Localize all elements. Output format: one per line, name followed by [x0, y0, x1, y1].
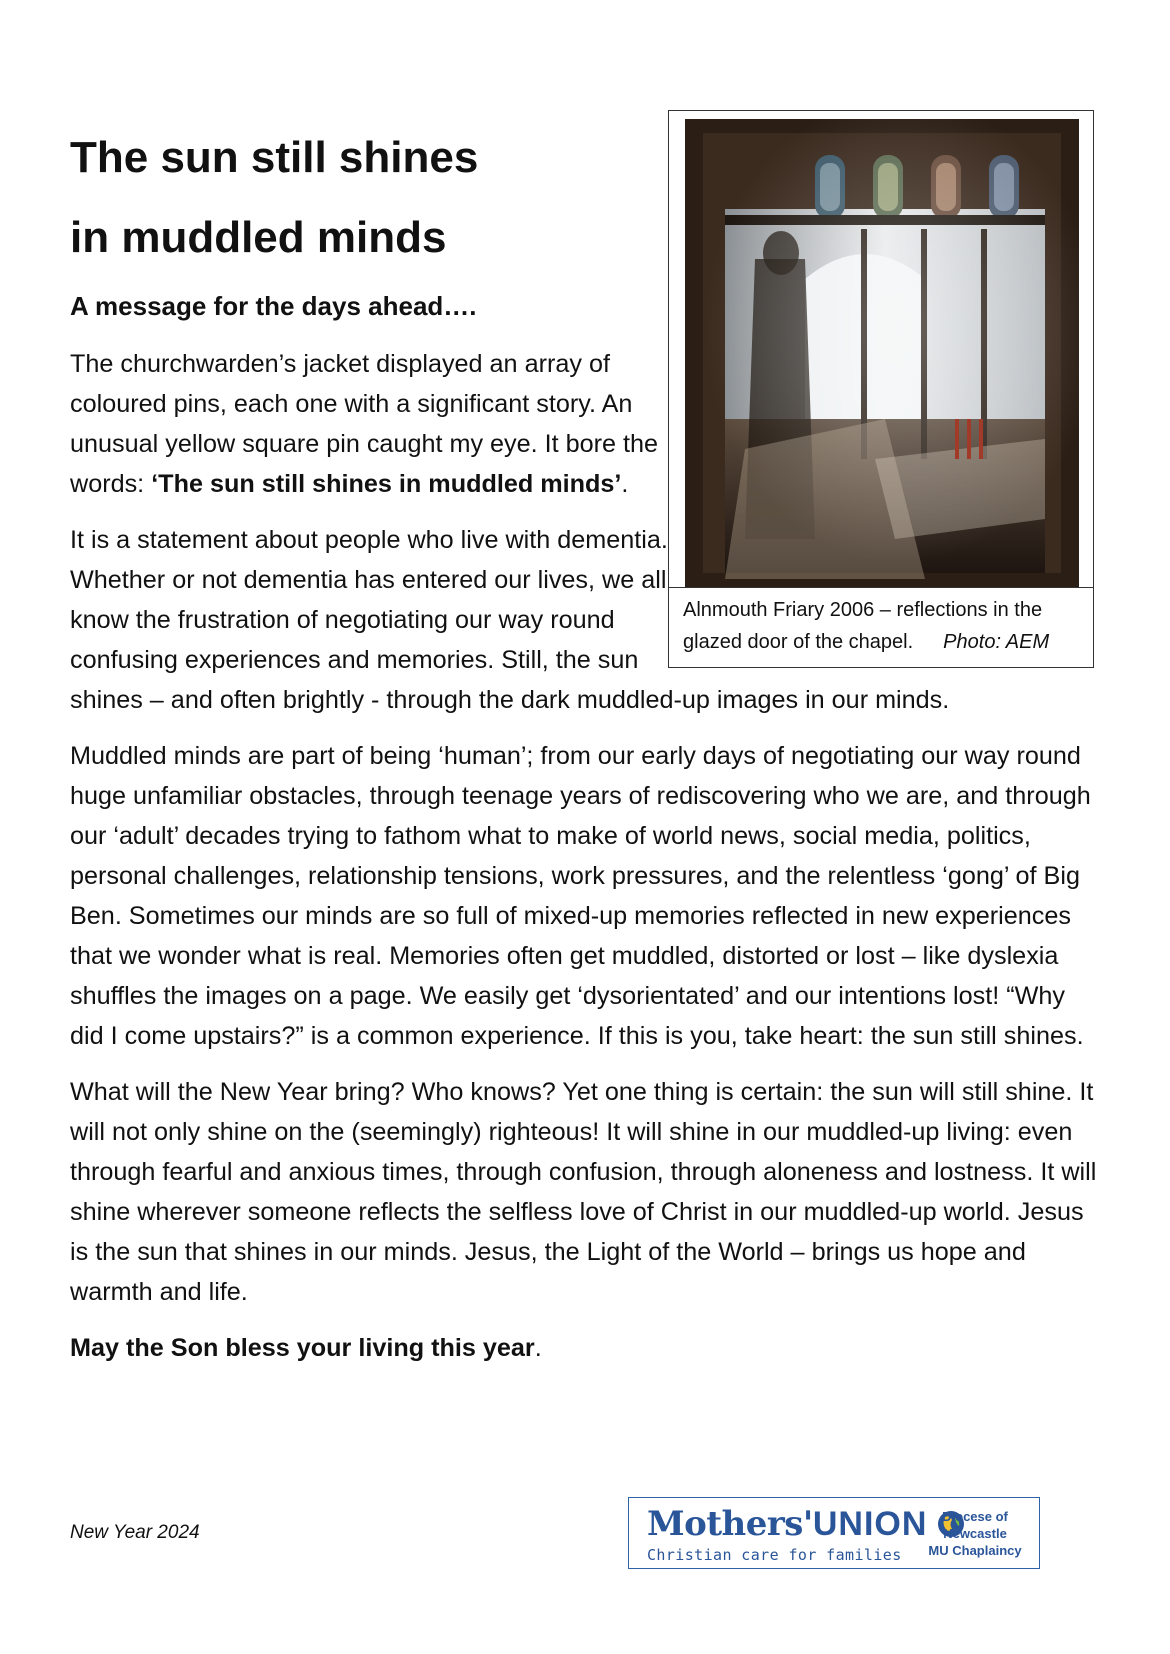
footer-date: New Year 2024	[70, 1522, 200, 1543]
logo-tagline: Christian care for families	[647, 1546, 902, 1564]
logo-wordmark	[647, 1506, 966, 1542]
photo-figure	[668, 110, 1094, 668]
logo-side-line-1: Diocese of	[942, 1509, 1008, 1524]
photo-credit: Photo: AEM	[943, 631, 1050, 653]
logo-diocese	[921, 1508, 1029, 1559]
page-title-line-2: in muddled minds	[70, 213, 447, 262]
chapel-door-image	[685, 119, 1079, 587]
logo-mothers: Mothers'	[647, 1504, 813, 1544]
paragraph-2: It is a statement about people who live with dementia. Whether or not dementia has entered our lives, we all know the frustration of negotiating our way round confusing experiences and memories. Still, the sun shines – and often brightly - through the dark muddled-up images in our minds.	[70, 526, 950, 714]
paragraph-4: What will the New Year bring? Who knows? Yet one thing is certain: the sun will still shine. It will not only shine on the (seemingly) righteous! It will shine in our muddled-up living: even through fearful and anxious times, through confusion, through aloneness and lostness. It will shine wherever someone reflects the selfless love of Christ in our muddled-up world. Jesus is the sun that shines in our minds. Jesus, the Light of the World – brings us hope and warmth and life.	[70, 1078, 1097, 1306]
closing-end: .	[534, 1334, 542, 1362]
closing-line	[70, 1328, 1102, 1368]
mothers-union-logo	[628, 1497, 1040, 1569]
logo-side-line-3: MU Chaplaincy	[928, 1543, 1022, 1558]
pin-quote: ‘The sun still shines in muddled minds’	[151, 470, 622, 498]
figure-caption	[669, 587, 1093, 667]
page-title-line-1: The sun still shines	[70, 133, 479, 182]
logo-union: UNION	[812, 1505, 928, 1543]
logo-side-line-2: Newcastle	[943, 1526, 1007, 1541]
paragraph-1-end: .	[621, 470, 629, 498]
closing-blessing: May the Son bless your living this year	[70, 1334, 535, 1362]
caption-text: Alnmouth Friary 2006 – reflections in the glazed door of the chapel.	[683, 599, 1043, 653]
paragraph-3: Muddled minds are part of being ‘human’; from our early days of negotiating our way round huge unfamiliar obstacles, through teenage years of rediscovering who we are, and through our ‘adult’ decades trying to fathom what to make of world news, social media, politics, personal challenges, relationship tensions, work pressures, and the relentless ‘gong’ of Big Ben. Sometimes our minds are so full of mixed-up memories reflected in new experiences that we wonder what is real. Memories often get muddled, distorted or lost – like dyslexia shuffles the images on a page. We easily get ‘dysorientated’ and our intentions lost! “Why did I come upstairs?” is a common experience. If this is you, take heart: the sun still shines.	[70, 742, 1091, 1050]
page-subtitle: A message for the days ahead….	[70, 291, 477, 321]
paragraph-1-text: The churchwarden’s jacket displayed an array of coloured pins, each one with a significant story. An unusual yellow square pin caught my eye. It bore the words:	[70, 350, 659, 498]
chapel-door-photo	[685, 119, 1079, 587]
